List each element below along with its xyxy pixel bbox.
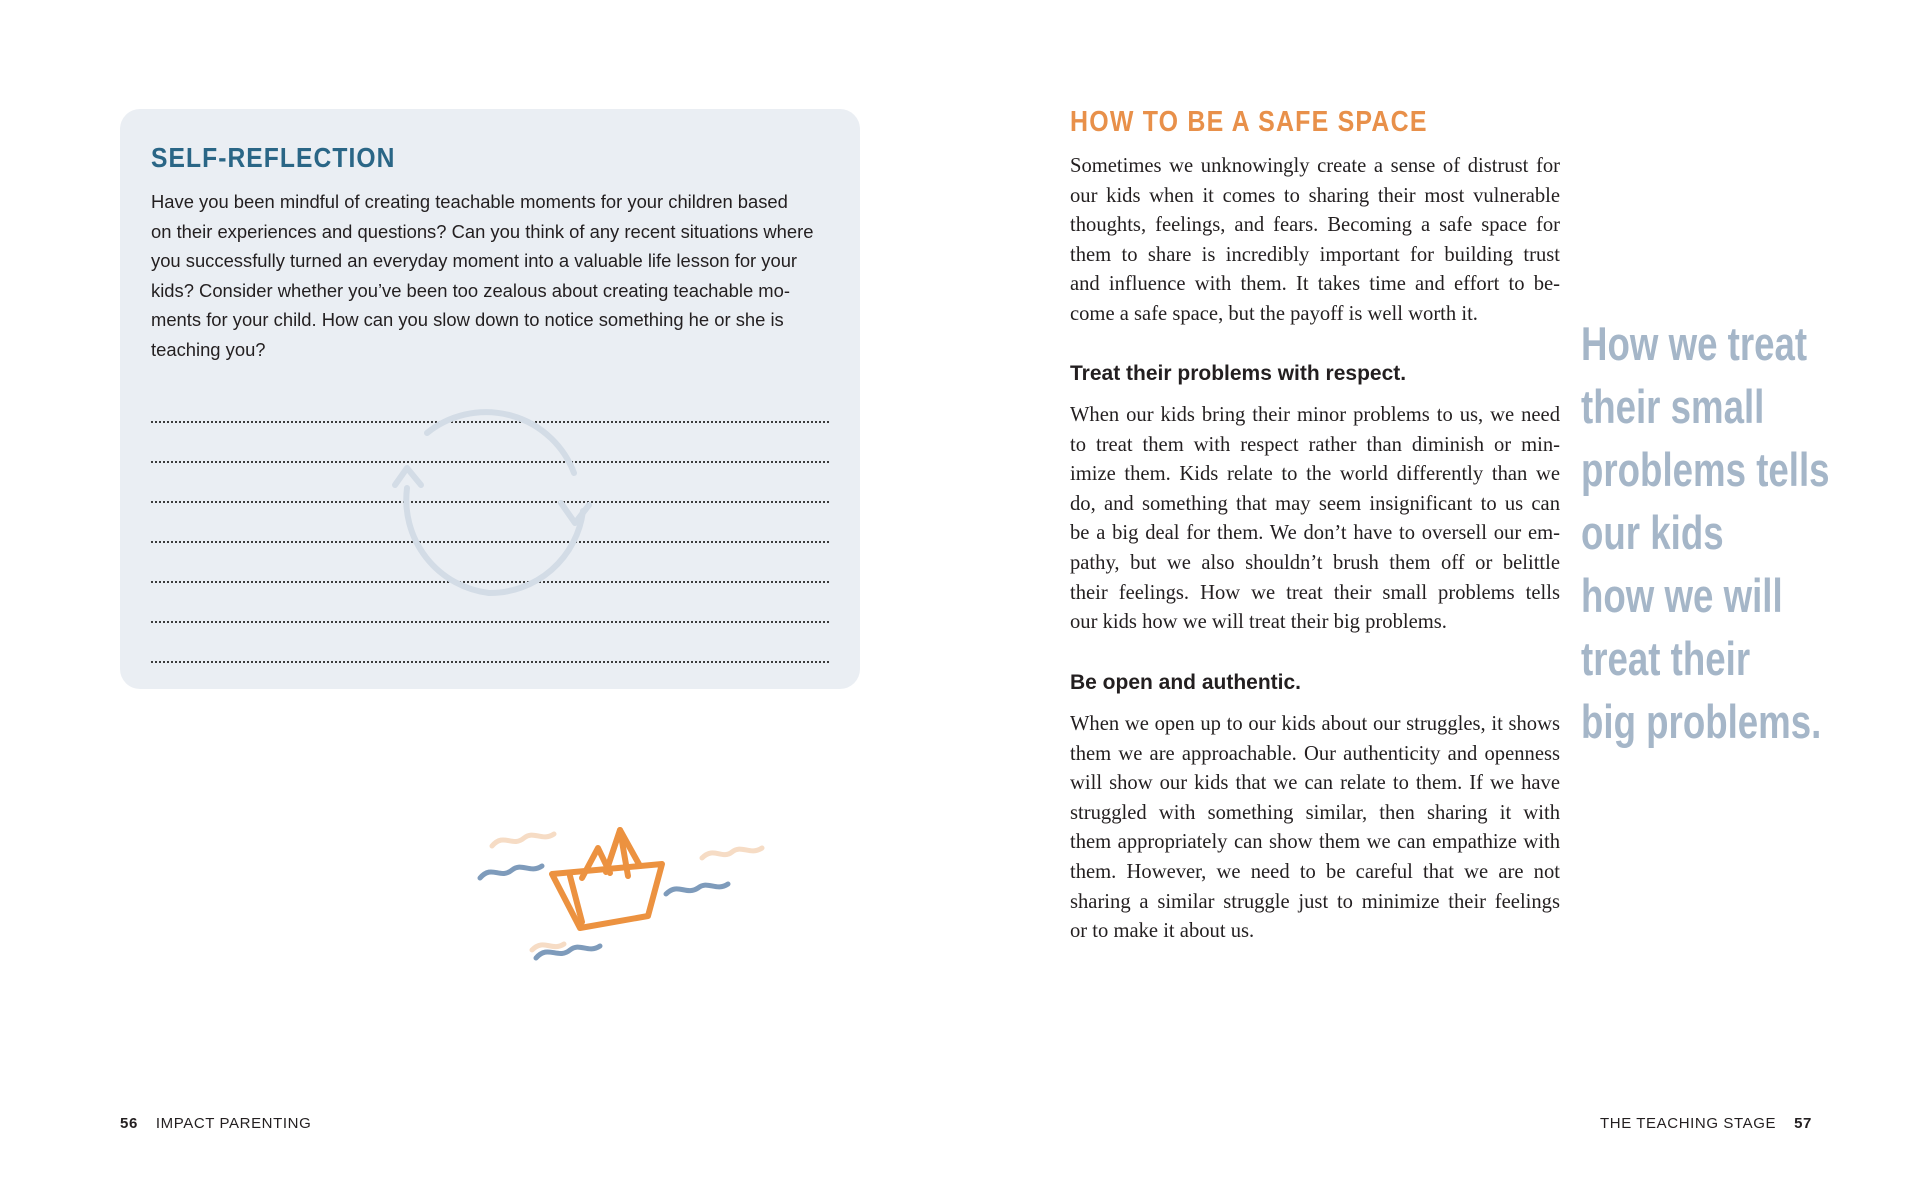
section-heading: HOW TO BE A SAFE SPACE [1070,106,1428,138]
text-line: or to make it about us. [1070,920,1255,943]
question-line: on their experiences and questions? Can you think of any recent situations where [151,220,814,242]
text-line: pathy, but we also shouldn’t brush them off or belittle [1070,551,1560,574]
text-line: When our kids bring their minor problems to us, we need [1070,404,1560,426]
text-line: our kids how we will treat their big problems. [1070,611,1447,634]
left-page-footer [120,1114,311,1134]
text-line: them. However, we need to be careful that we are not [1070,860,1560,883]
text-line: be a big deal for them. We don’t have to oversell our em- [1070,522,1560,545]
text-line: thoughts, feelings, and fears. Becoming a safe space for [1070,214,1560,237]
text-line: them appropriately can show them we can empathize with [1070,831,1560,854]
text-line: our kids when it comes to sharing their most vulnerable [1070,184,1560,207]
self-reflection-question [151,187,833,365]
text-line: and influence with them. It takes time and effort to be- [1070,273,1560,296]
pull-quote-line: problems tells [1581,443,1830,496]
question-line: teaching you? [151,338,266,360]
question-line: kids? Consider whether you’ve been too zealous about creating teachable mo- [151,279,790,301]
self-reflection-box [120,109,860,689]
pull-quote [1581,312,1830,753]
intro-paragraph [1070,152,1560,330]
book-title-running-head: IMPACT PARENTING [155,1115,312,1132]
pull-quote-line: their small [1581,380,1765,433]
text-line: come a safe space, but the payoff is well worth it. [1070,302,1478,325]
text-line: do, and something that may seem insignificant to us can [1070,492,1560,515]
pull-quote-line: treat their [1581,632,1751,685]
text-line: to treat them with respect rather than diminish or min- [1070,433,1560,456]
page-number: 56 [120,1115,138,1132]
text-line: will show our kids that we can relate to them. If we have [1070,772,1560,795]
pull-quote-line: How we treat [1581,317,1808,370]
pull-quote-line: how we will [1581,569,1783,622]
cycle-arrows-icon [389,393,599,603]
self-reflection-title: SELF-REFLECTION [151,142,396,173]
paper-boat-illustration [470,818,790,963]
respect-paragraph [1070,401,1560,638]
answer-line[interactable] [151,623,829,663]
subheading-respect: Treat their problems with respect. [1070,362,1407,385]
authentic-paragraph [1070,710,1560,947]
text-line: them we are approachable. Our authenticity and openness [1070,742,1560,765]
right-page-footer [1600,1114,1812,1134]
answer-writing-lines [151,383,829,663]
text-line: them to share is incredibly important for building trust [1070,243,1560,266]
subheading-authentic: Be open and authentic. [1070,671,1302,694]
text-line: their feelings. How we treat their small problems tells [1070,581,1560,604]
page-number: 57 [1794,1115,1812,1132]
pull-quote-line: our kids [1581,506,1724,559]
text-line: struggled with something similar, then sharing it with [1070,801,1560,824]
pull-quote-line: big problems. [1581,695,1822,748]
text-line: When we open up to our kids about our struggles, it shows [1070,713,1560,735]
question-line: you successfully turned an everyday moment into a valuable life lesson for your [151,250,798,272]
question-line: Have you been mindful of creating teachable moments for your children based [151,191,788,212]
text-line: Sometimes we unknowingly create a sense of distrust for [1070,155,1560,177]
chapter-running-head: THE TEACHING STAGE [1600,1115,1777,1132]
text-line: imize them. Kids relate to the world differently than we [1070,463,1560,486]
text-line: sharing a similar struggle just to minimize their feelings [1070,890,1560,913]
question-line: ments for your child. How can you slow down to notice something he or she is [151,309,784,331]
